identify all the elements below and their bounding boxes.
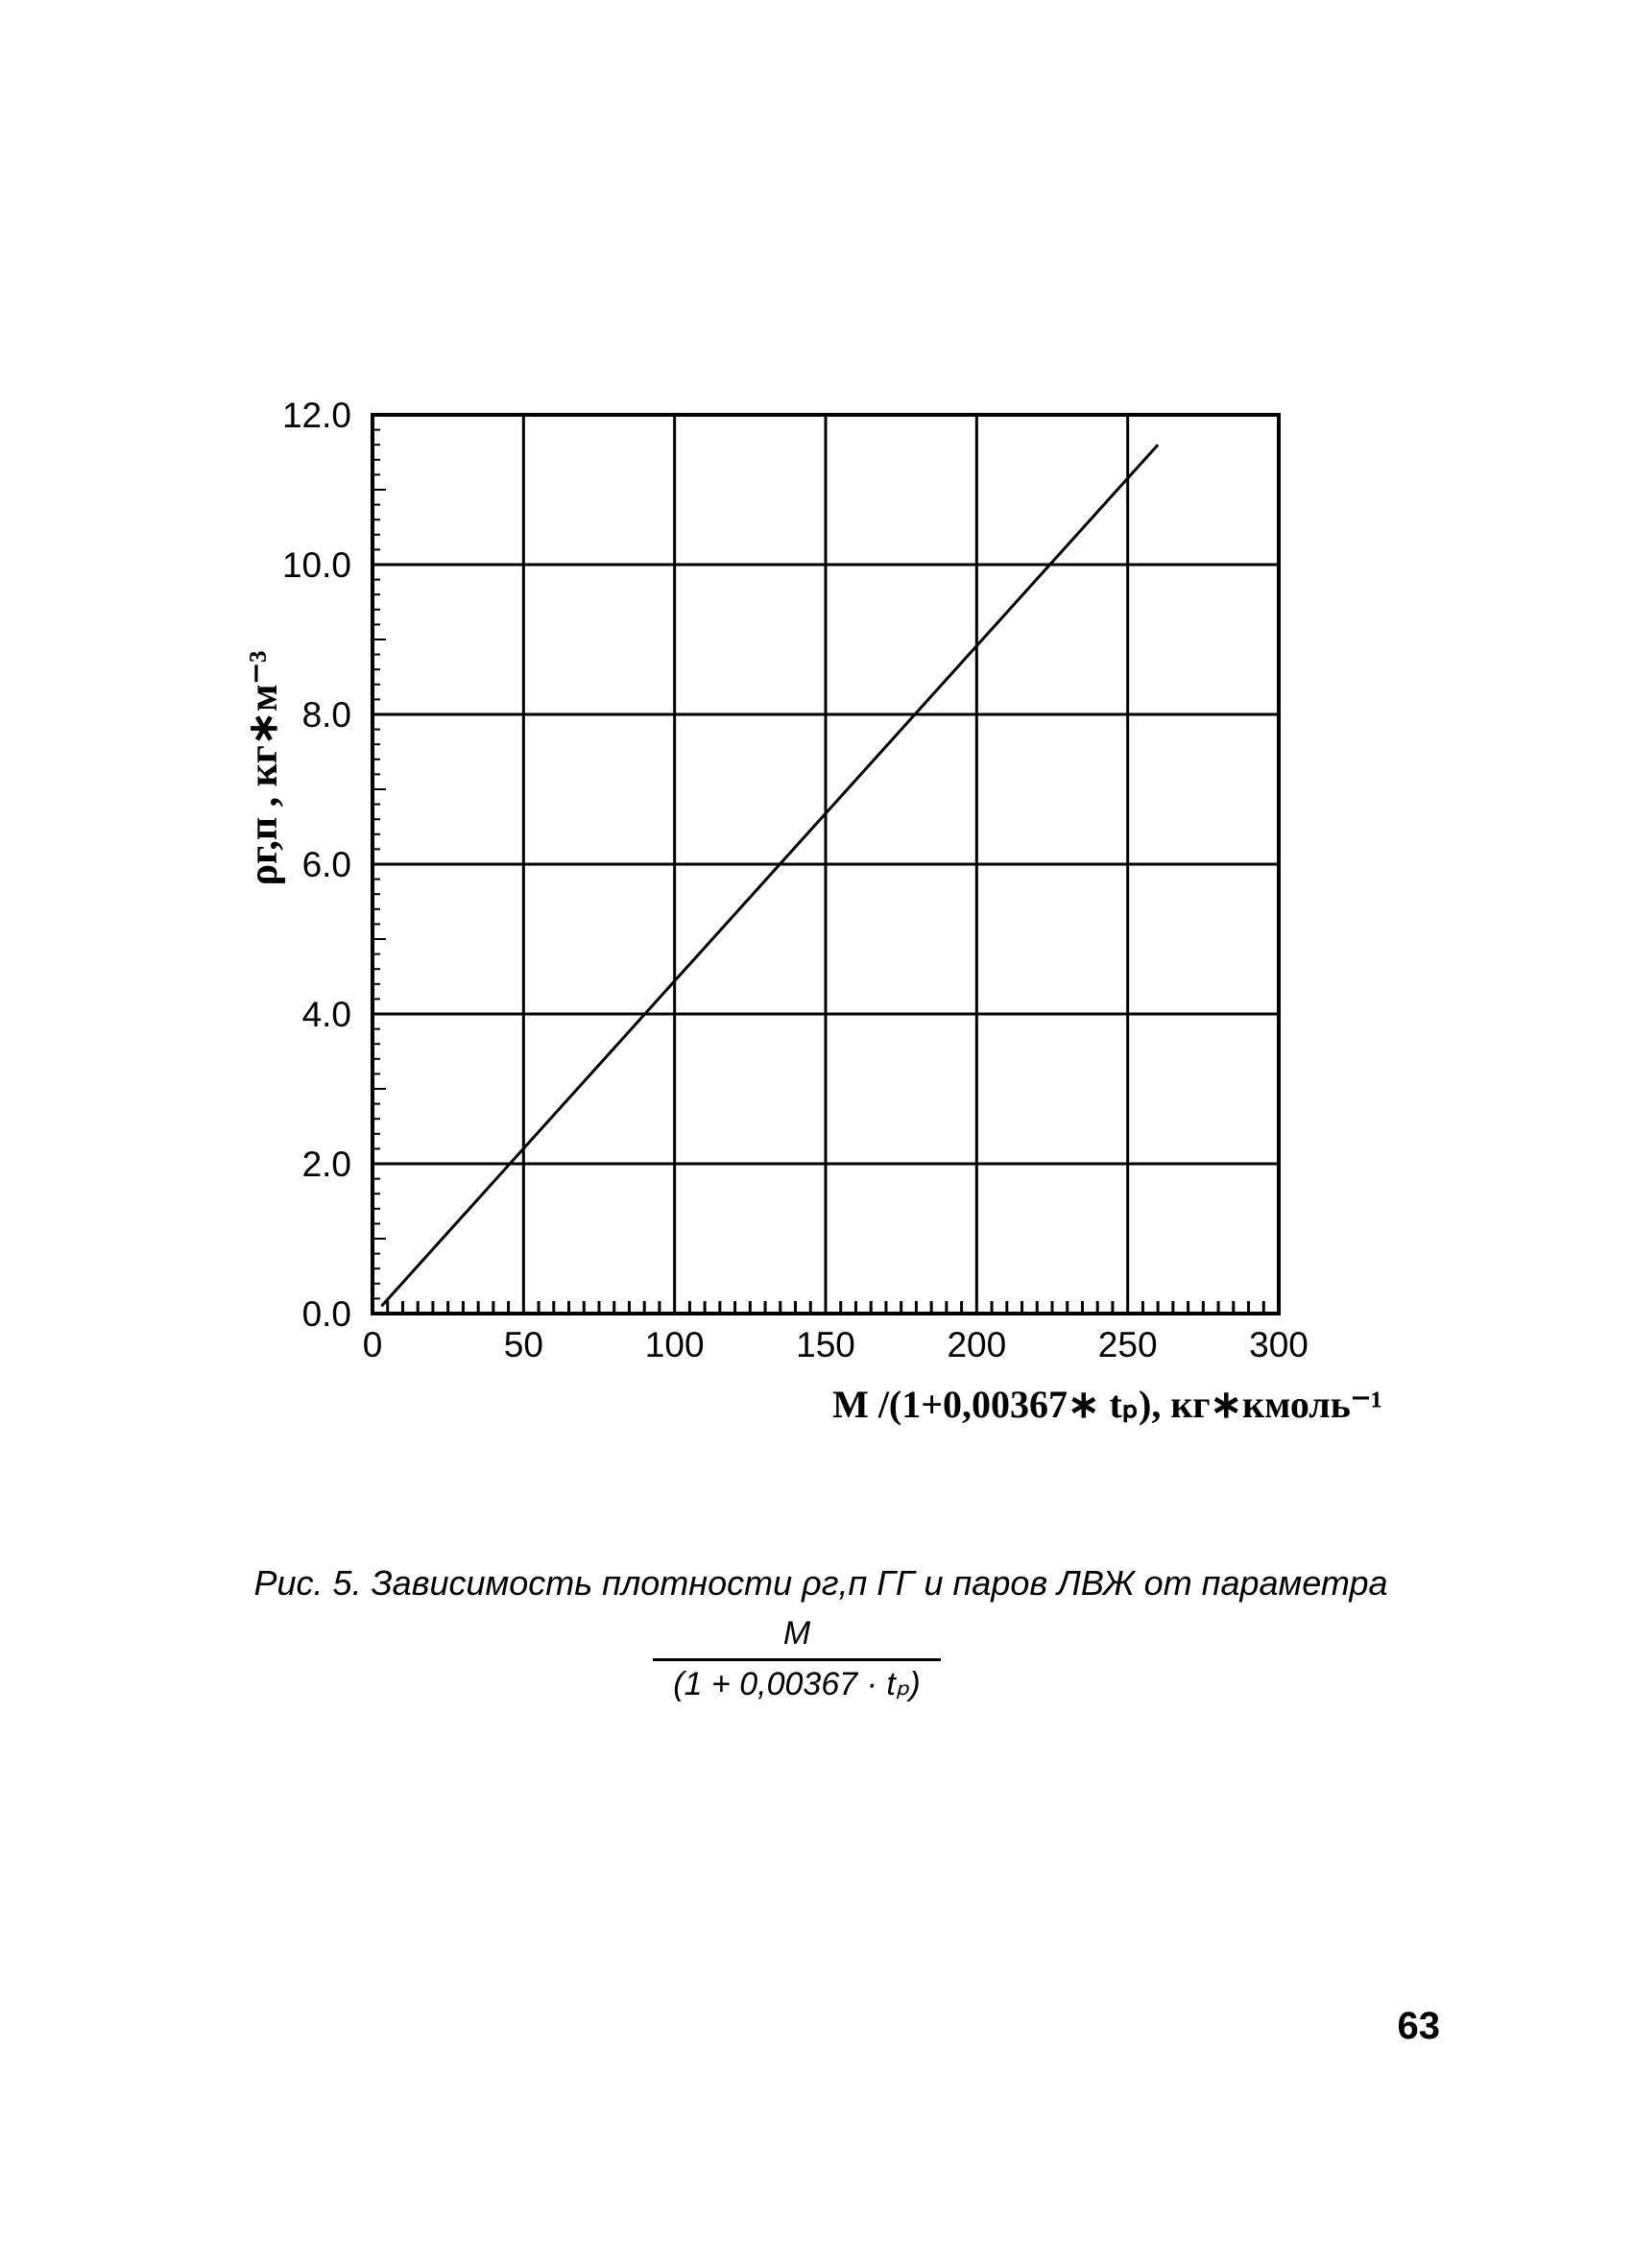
y-tick-label: 8.0 <box>301 695 351 735</box>
x-tick-labels <box>363 1325 1309 1364</box>
y-tick-label: 12.0 <box>281 396 351 435</box>
y-tick-label: 4.0 <box>301 995 351 1034</box>
x-tick-label: 50 <box>503 1325 543 1364</box>
page-number: 63 <box>1397 2005 1440 2047</box>
series-line <box>381 445 1158 1306</box>
fraction-numerator: M <box>653 1615 941 1661</box>
y-tick-label: 0.0 <box>301 1294 351 1334</box>
caption-fraction <box>653 1615 941 1703</box>
x-tick-label: 300 <box>1249 1325 1309 1364</box>
x-tick-label: 150 <box>796 1325 855 1364</box>
x-tick-label: 200 <box>947 1325 1007 1364</box>
y-tick-labels <box>282 396 351 1334</box>
y-axis-label: ρг,п , кг∗м⁻³ <box>242 650 286 886</box>
series-layer <box>381 445 1158 1306</box>
x-tick-label: 100 <box>644 1325 705 1364</box>
x-axis-label: M /(1+0,00367∗ tₚ), кг∗кмоль⁻¹ <box>832 1383 1382 1426</box>
y-tick-label: 10.0 <box>281 545 351 585</box>
x-tick-label: 0 <box>362 1325 383 1364</box>
figure-caption: Рис. 5. Зависимость плотности ρг,п ГГ и паров ЛВЖ от параметра <box>253 1563 1388 1603</box>
x-tick-label: 250 <box>1097 1325 1158 1364</box>
grid-lines <box>372 415 1279 1314</box>
minor-ticks <box>372 430 1263 1314</box>
y-tick-label: 6.0 <box>301 845 351 884</box>
y-tick-label: 2.0 <box>301 1145 351 1184</box>
fraction-denominator: (1 + 0,00367 · tₚ) <box>673 1666 921 1702</box>
